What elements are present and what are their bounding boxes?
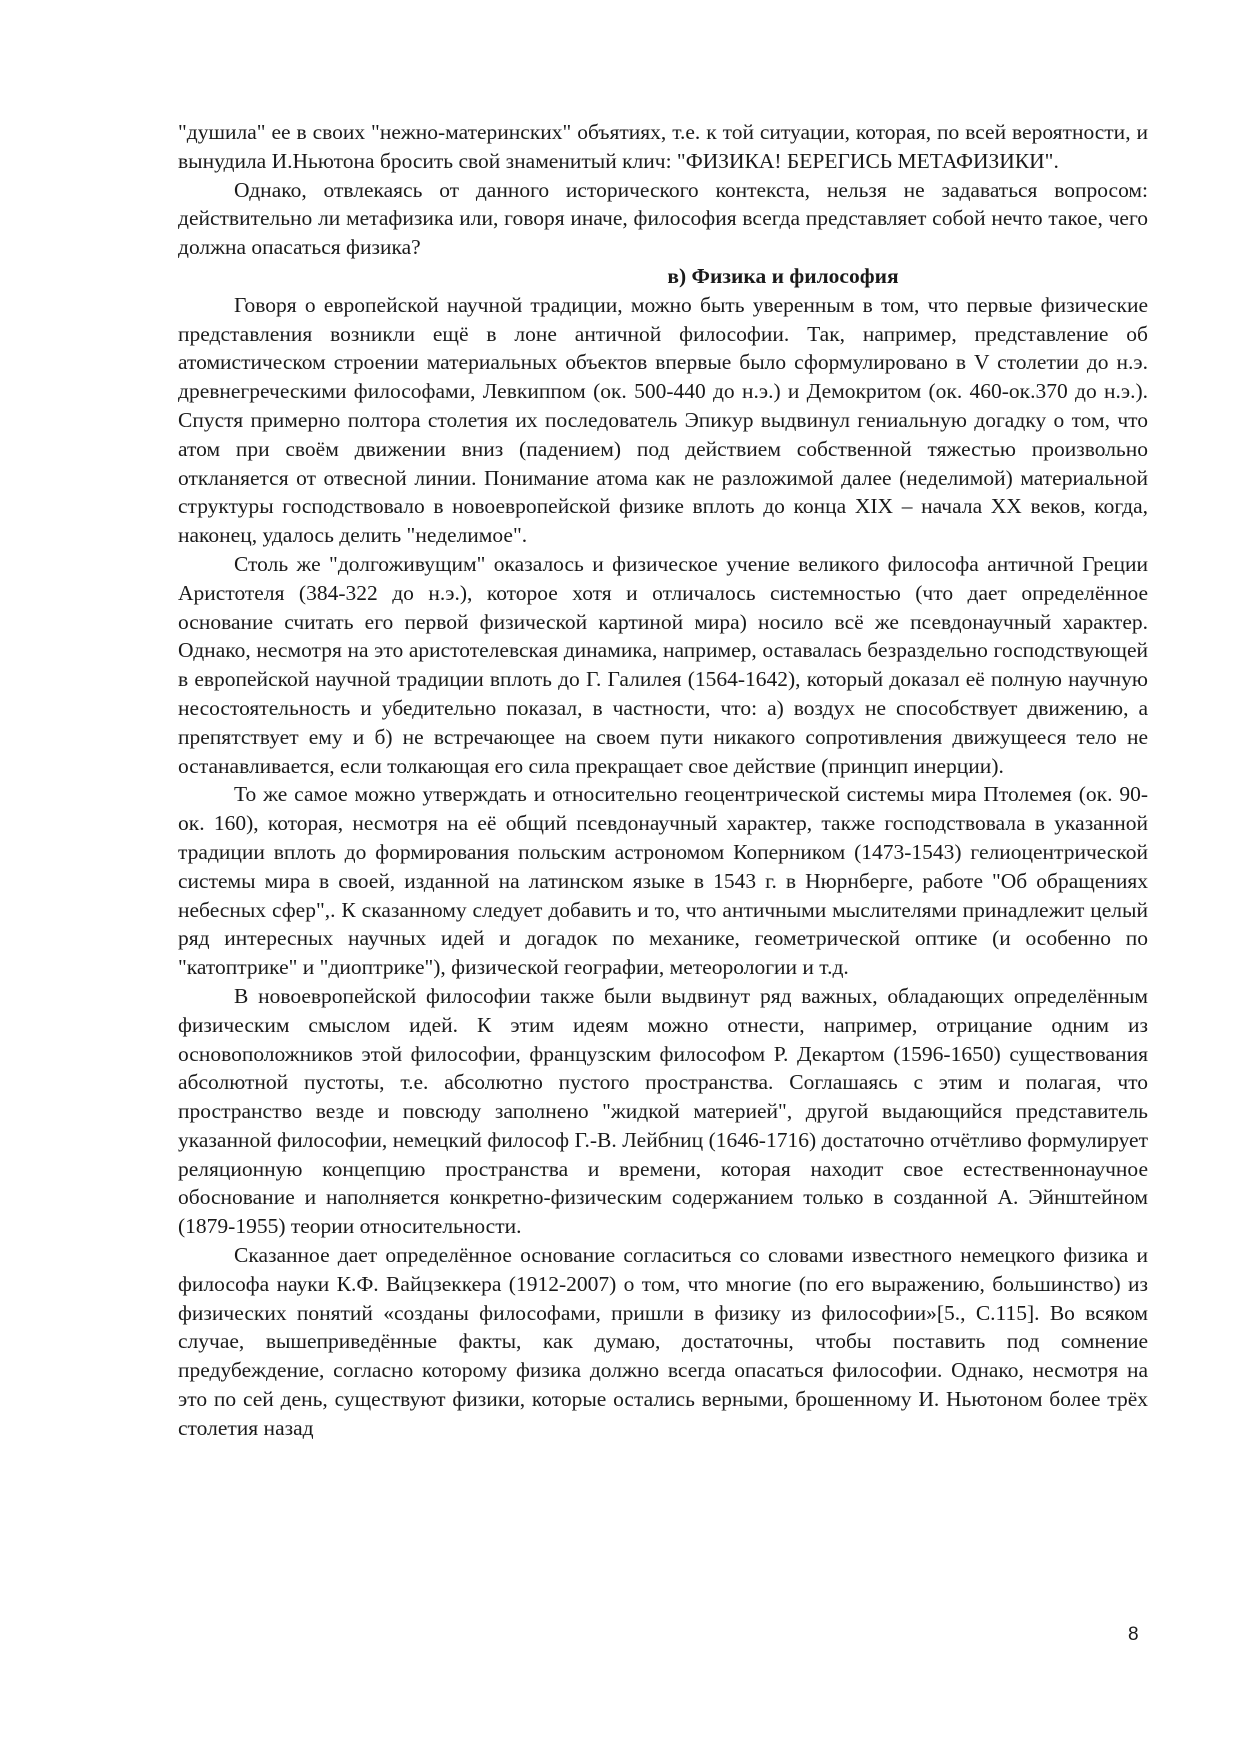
page-number: 8 — [1128, 1624, 1139, 1645]
paragraph-continuation: "душила" ее в своих "нежно-материнских" объятиях, т.е. к той ситуации, которая, по всей вероятности, и вынудила И.Ньютона бросить свой знаменитый клич: "ФИЗИКА! БЕРЕГИСЬ МЕТАФИЗИКИ". — [178, 120, 1148, 173]
paragraph: Говоря о европейской научной традиции, можно быть уверенным в том, что первые физические представления возникли ещё в лоне античной философии. Так, например, представление об атомистическом строении материальных объектов впервые было сформулировано в V столетии до н.э. древнегреческими философами, Левкиппом (ок. 500-440 до н.э.) и Демокритом (ок. 460-ок.370 до н.э.). Спустя примерно полтора столетия их последователь Эпикур выдвинул гениальную догадку о том, что атом при своём движении вниз (падением) под действием собственной тяжестью произвольно откланяется от отвесной линии. Понимание атома как не разложимой далее (неделимой) материальной структуры господствовало в новоевропейской физике вплоть до конца XIX – начала XX веков, когда, наконец, удалось делить "неделимое". — [178, 292, 1148, 548]
paragraph: Сказанное дает определённое основание согласиться со словами известного немецкого физика и философа науки К.Ф. Вайцзеккера (1912-2007) о том, что многие (по его выражению, большинство) из физических понятий «созданы философами, пришли в физику из философии»[5., С.115]. Во всяком случае, вышеприведённые факты, как думаю, достаточны, чтобы поставить под сомнение предубеждение, согласно которому физика должно всегда опасаться философии. Однако, несмотря на это по сей день, существуют физики, которые остались верными, брошенному И. Ньютоном более трёх столетия назад — [178, 1243, 1148, 1440]
paragraph: Однако, отвлекаясь от данного исторического контекста, нельзя не задаваться вопросом: действительно ли метафизика или, говоря иначе, философия всегда представляет собой нечто такое, чего должна опасаться физика? — [178, 177, 1148, 260]
body-text — [178, 118, 1148, 1443]
section-heading: в) Физика и философия — [667, 263, 899, 288]
paragraph: Столь же "долгоживущим" оказалось и физическое учение великого философа античной Греции Аристотеля (384-322 до н.э.), которое хотя и отличалось системностью (что дает определённое основание считать его первой физической картиной мира) носило всё же псевдонаучный характер. Однако, несмотря на это аристотелевская динамика, например, оставалась безраздельно господствующей в европейской научной традиции вплоть до Г. Галилея (1564-1642), который доказал её полную научную несостоятельность и убедительно показал, в частности, что: а) воздух не способствует движению, а препятствует ему и б) не встречающее на своем пути никакого сопротивления движущееся тело не останавливается, если толкающая его сила прекращает свое действие (принцип инерции). — [178, 551, 1148, 778]
paragraph: В новоевропейской философии также были выдвинут ряд важных, обладающих определённым физическим смыслом идей. К этим идеям можно отнести, например, отрицание одним из основоположников этой философии, французским философом Р. Декартом (1596-1650) существования абсолютной пустоты, т.е. абсолютно пустого пространства. Соглашаясь с этим и полагая, что пространство везде и повсюду заполнено "жидкой материей", другой выдающийся представитель указанной философии, немецкий философ Г.-В. Лейбниц (1646-1716) достаточно отчётливо формулирует реляционную концепцию пространства и времени, которая находит свое естественнонаучное обоснование и наполняется конкретно-физическим содержанием только в созданной А. Эйнштейном (1879-1955) теории относительности. — [178, 983, 1148, 1239]
paragraph: То же самое можно утверждать и относительно геоцентрической системы мира Птолемея (ок. 90-ок. 160), которая, несмотря на её общий псевдонаучный характер, также господствовала в указанной традиции вплоть до формирования польским астрономом Коперником (1473-1543) гелиоцентрической системы мира в своей, изданной на латинском языке в 1543 г. в Нюрнберге, работе "Об обращениях небесных сфер",. К сказанному следует добавить и то, что античными мыслителями принадлежит целый ряд интересных научных идей и догадок по механике, геометрической оптике (и особенно по "катоптрике" и "диоптрике"), физической географии, метеорологии и т.д. — [178, 782, 1148, 980]
